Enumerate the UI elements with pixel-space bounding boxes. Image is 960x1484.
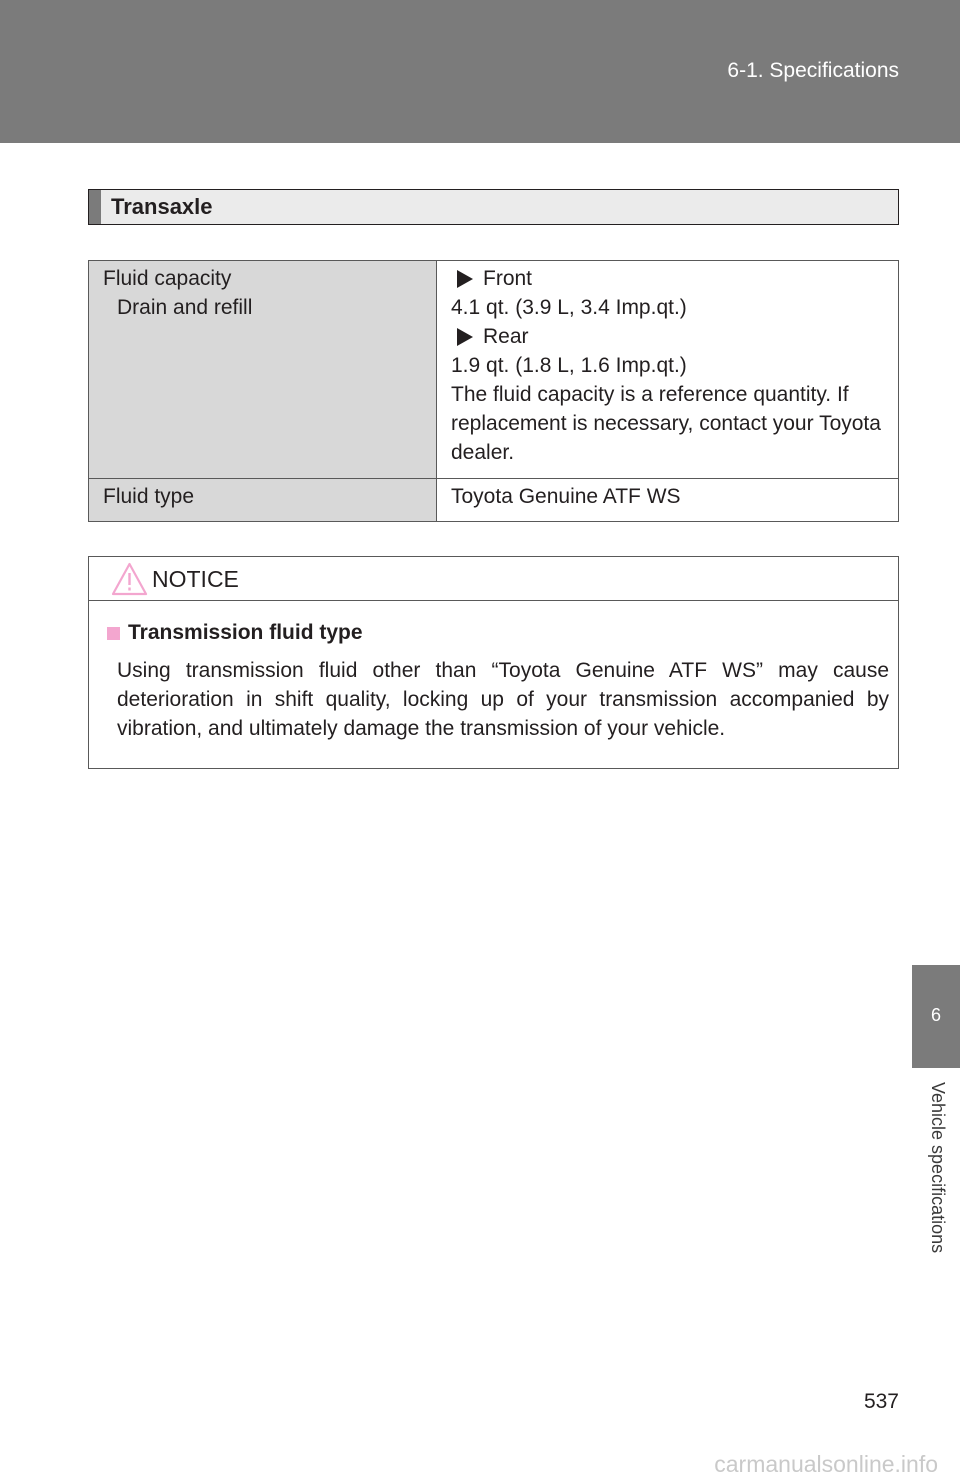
warning-icon bbox=[111, 562, 148, 596]
square-bullet-icon bbox=[107, 627, 120, 640]
table-row bbox=[89, 479, 899, 522]
front-line bbox=[451, 264, 884, 293]
spec-label: Fluid type bbox=[103, 485, 195, 508]
notice-box bbox=[88, 556, 899, 769]
spec-label-cell bbox=[89, 261, 437, 479]
front-label: Front bbox=[483, 267, 533, 290]
rear-line bbox=[451, 322, 884, 351]
page-number: 537 bbox=[863, 1390, 899, 1413]
spec-label-cell bbox=[89, 479, 437, 522]
notice-text: Using transmission fluid other than “Toyota Genuine ATF WS” may cause deterioration in shift quality, locking up of your transmission accompanied by vibration, and ultimately damage the transmission of your vehicle. bbox=[117, 659, 889, 740]
chapter-label: Vehicle specifications bbox=[928, 1082, 948, 1254]
spec-value: Toyota Genuine ATF WS bbox=[451, 485, 681, 508]
spec-label: Fluid capacity bbox=[103, 267, 232, 290]
header-bar bbox=[0, 0, 960, 143]
rear-value: 1.9 qt. (1.8 L, 1.6 Imp.qt.) bbox=[451, 354, 687, 377]
section-heading bbox=[88, 189, 899, 225]
spec-sublabel: Drain and refill bbox=[117, 296, 253, 319]
watermark: carmanualsonline.info bbox=[714, 1451, 938, 1477]
arrow-right-icon bbox=[457, 328, 473, 346]
chapter-tab[interactable] bbox=[912, 965, 960, 1068]
spec-table bbox=[88, 260, 899, 522]
notice-title: NOTICE bbox=[152, 566, 239, 592]
table-row bbox=[89, 261, 899, 479]
heading-marker bbox=[89, 190, 101, 224]
section-breadcrumb: 6-1. Specifications bbox=[727, 59, 899, 82]
front-value: 4.1 qt. (3.9 L, 3.4 Imp.qt.) bbox=[451, 296, 687, 319]
section-heading-text: Transaxle bbox=[111, 194, 213, 219]
capacity-note: The fluid capacity is a reference quantity. If replacement is necessary, contact your Toyota dealer. bbox=[451, 383, 881, 464]
notice-body bbox=[89, 601, 898, 743]
notice-subhead-text: Transmission fluid type bbox=[128, 621, 363, 644]
rear-label: Rear bbox=[483, 325, 529, 348]
notice-subhead bbox=[107, 621, 889, 645]
spec-value-cell bbox=[437, 479, 899, 522]
arrow-right-icon bbox=[457, 270, 473, 288]
chapter-number: 6 bbox=[930, 1005, 941, 1025]
spec-value-cell bbox=[437, 261, 899, 479]
notice-header bbox=[89, 557, 898, 601]
